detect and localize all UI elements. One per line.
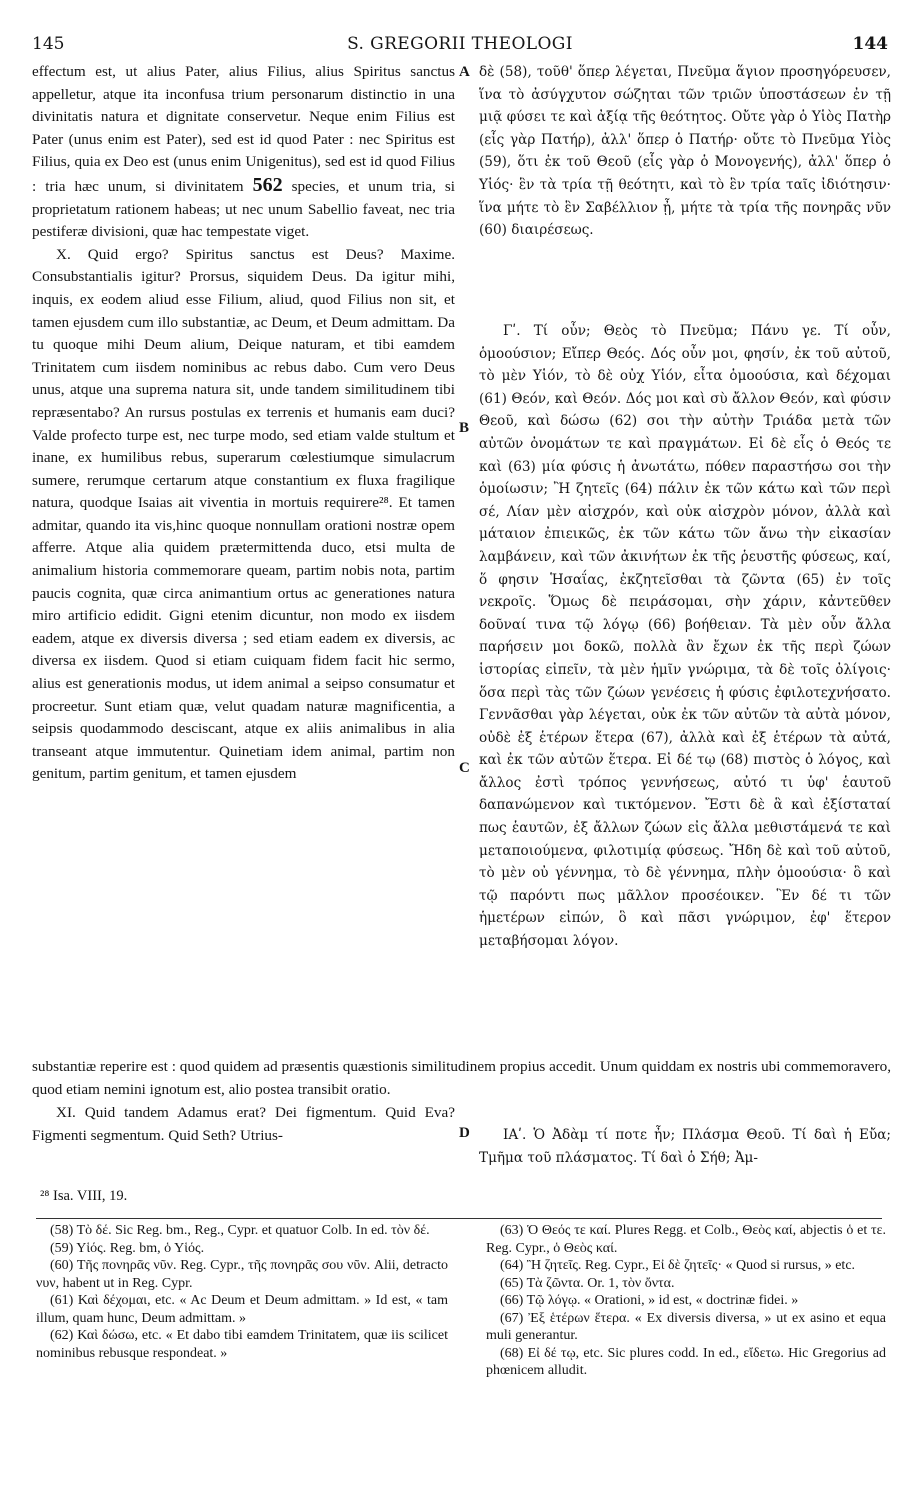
running-title: S. GREGORII THEOLOGI [347, 34, 573, 54]
latin-column [32, 61, 455, 786]
right-page-number: 144 [852, 34, 888, 54]
greek-column-middle [479, 320, 891, 953]
migne-column-number: 562 [252, 173, 283, 196]
latin-paragraph-2: X. Quid ergo? Spiritus sanctus est Deus? Maxime. Consubstantialis igitur? Prorsus, siquidem Deus. Da igitur mihi, inquis, ex eodem aliud esse Filium, aliud, quod Filius non sit, et tamen ejusdem cum illo substantiæ, ac Deum, et Deum admittam. Da tu quoque mihi Deum alium, Deique naturam, et tibi eamdem Trinitatem cum iisdem nominibus ac rebus dabo. Cum vero Deus unus, atque una suprema natura sit, unde tandem similitudinem tibi repræsentabo? An rursus postulas ex terrenis et humanis eam duci? Valde profecto turpe est, nec turpe modo, sed etiam valde stultum et inane, ex humilibus rebus, superarum cœlestiumque simulacrum sumere, rerumque certarum atque constantium ex fluxa fragilique natura, quodque Isaias ait viventia in mortuis requirere²⁸. Et tamen admitar, quando ita vis,hinc quoque nonnullam orationi nostræ opem afferre. Atque alia quidem prætermittenda duco, etsi multa de animalium historia commemorare queam, partim nobis nota, partim paucis cognita, quæ circa animantium ortus ac generationes natura miro artificio edidit. Gigni etenim dicuntur, non modo ex iisdem eadem, atque ex diversis diversa ; sed etiam eadem ex diversis, ac diversa ex iisdem. Quod si etiam cuiquam fidem facit hic sermo, alius est generationis modus, ut idem animal a seipso consumatur et procreetur. Sunt etiam quæ, velut quadam naturæ magnificentia, a seipsis quodammodo desciscant, atque ex aliis animalibus in alia transeant atque immutentur. Quinetiam idem animal, partim non genitum, partim genitum, et tamen ejusdem [32, 245, 455, 783]
footnote: (62) Καὶ δώσω, etc. « Et dabo tibi eamdem Trinitatem, quæ iis scilicet nominibus rebusque respondeat. » [36, 1328, 448, 1361]
footnote: (68) Εἰ δέ τῳ, etc. Sic plures codd. In ed., εἴδετω. Hic Gregorius ad phœnicem alludit. [486, 1345, 886, 1378]
running-header [32, 34, 888, 58]
footnote: (66) Τῷ λόγῳ. « Orationi, » id est, « doctrinæ fidei. » [500, 1293, 799, 1308]
footnotes-right [486, 1222, 886, 1380]
greek-column-top [479, 61, 891, 242]
latin-paragraph-1 [32, 61, 455, 244]
footnote: (58) Τὸ δέ. Sic Reg. bm., Reg., Cypr. et quatuor Colb. In ed. τὸν δέ. [50, 1223, 430, 1238]
footnote: (63) Ὁ Θεός τε καί. Plures Regg. et Colb., Θεὸς καί, abjectis ὁ et τε. Reg. Cypr., ὁ Θεὸς καί. [486, 1223, 886, 1256]
latin-p1-after: species, et unum tria, si proprietatum rationem habeas; ut nec unum Sabellio faveat, nec tria pestiferæ divisioni, quæ hac tempestate viget. [32, 177, 455, 241]
left-page-number: 145 [32, 34, 65, 54]
latin-spanning-paragraph [32, 1056, 891, 1101]
footnotes-left [36, 1222, 448, 1362]
latin-p1-before: effectum est, ut alius Pater, alius Filius, alius Spiritus sanctus appelletur, atque ita inconfusa trium personarum distinctio in una divinitatis natura et dignitate conservetur. Neque enim Filius est Pater (unus enim est Pater), sed est id quod Pater : nec Spiritus est Filius, quia ex Deo est (unus enim Unigenitus), sed est id quod Filius : tria hæc unum, si divinitatem [32, 63, 455, 195]
footnote: (67) Ἐξ ἑτέρων ἕτερα. « Ex diversis diversa, » ut ex asino et equa muli generantur. [486, 1310, 886, 1343]
margin-letter-b: B [459, 420, 470, 436]
footnote-divider [36, 1218, 882, 1219]
footnote: (61) Καὶ δέχομαι, etc. « Ac Deum et Deum admittam. » Id est, « tam illum, quam hunc, Deum admittam. » [36, 1293, 448, 1326]
footnote: (64) Ἢ ζητεῖς. Reg. Cypr., Εἰ δὲ ζητεῖς· « Quod si rursus, » etc. [500, 1258, 856, 1273]
margin-letter-c: C [459, 760, 470, 776]
margin-letter-d: D [459, 1125, 470, 1141]
footnote: (60) Τῆς πονηρᾶς νῦν. Reg. Cypr., τῆς πονηρᾶς σου νῦν. Alii, detracto νυν, habent ut in Reg. Cypr. [36, 1258, 448, 1291]
greek-column-bottom [479, 1124, 891, 1169]
greek-paragraph-1: δὲ (58), τοῦθ' ὅπερ λέγεται, Πνεῦμα ἅγιον προσηγόρευσεν, ἵνα τὸ ἀσύγχυτον σώζηται τῶν τριῶν ὑποστάσεων ἐν τῇ μιᾷ φύσει τε καὶ ἀξίᾳ τῆς θεότητος. Οὔτε γὰρ ὁ Υἱὸς Πατὴρ (εἷς γὰρ Πατήρ), ἀλλ' ὅπερ ὁ Πατήρ· οὔτε τὸ Πνεῦμα Υἱὸς (59), ὅτι ἐκ τοῦ Θεοῦ (εἷς γὰρ ὁ Μονογενής), ἀλλ' ὅπερ ὁ Υἱός· ἓν τὰ τρία τῇ θεότητι, καὶ τὸ ἓν τρία ταῖς ἰδιότησιν· ἵνα μήτε τὸ ἓν Σαβέλλιον ᾖ, μήτε τὰ τρία τῆς πονηρᾶς νῦν (60) διαιρέσεως. [479, 64, 891, 239]
scripture-footnote: ²⁸ Isa. VIII, 19. [40, 1188, 128, 1204]
footnote: (65) Τὰ ζῶντα. Or. 1, τὸν ὄντα. [500, 1275, 675, 1291]
latin-paragraph-3: XI. Quid tandem Adamus erat? Dei figmentum. Quid Eva? Figmenti segmentum. Quid Seth? Utrius- [32, 1104, 455, 1144]
latin-spanning-text: substantiæ reperire est : quod quidem ad præsentis quæstionis similitudinem propius accedit. Unum quiddam ex nostris ubi commemoravero, quod etiam nemini ignotum est, alio postea transibit oratio. [32, 1058, 891, 1098]
greek-paragraph-2: Γʹ. Τί οὖν; Θεὸς τὸ Πνεῦμα; Πάνυ γε. Τί οὖν, ὁμοούσιον; Εἴπερ Θεός. Δός οὖν μοι, φησίν, ἐκ τοῦ αὐτοῦ, τὸ μὲν Υἱόν, τὸ δὲ οὐχ Υἱόν, εἶτα ὁμοούσια, καὶ δέχομαι (61) Θεόν, καὶ Θεόν. Δός μοι καὶ σὺ ἄλλον Θεόν, καὶ φύσιν Θεοῦ, καὶ δώσω (62) σοι τὴν αὐτὴν Τριάδα μετὰ τῶν αὐτῶν ὀνομάτων τε καὶ πραγμάτων. Εἰ δὲ εἷς ὁ Θεός τε καὶ (63) μία φύσις ἡ ἀνωτάτω, πόθεν παραστήσω σοι τὴν ὁμοίωσιν; Ἢ ζητεῖς (64) πάλιν ἐκ τῶν κάτω καὶ τῶν περὶ σέ, Λίαν μὲν αἰσχρόν, καὶ οὐκ αἰσχρὸν μόνον, ἀλλὰ καὶ μάταιον ἐπιεικῶς, ἐκ τῶν κάτω τῶν ἄνω τὴν εἰκασίαν λαμβάνειν, καὶ τῶν ἀκινήτων ἐκ τῆς ῥευστῆς φύσεως, καί, ὅ φησιν Ἡσαΐας, ἐκζητεῖσθαι τὰ ζῶντα (65) ἐν τοῖς νεκροῖς. Ὅμως δὲ πειράσομαι, σὴν χάριν, κἀντεῦθεν δοῦναί τινα τῷ λόγῳ (66) βοήθειαν. Τὰ μὲν οὖν ἄλλα παρήσειν μοι δοκῶ, πολλὰ ἂν ἔχων ἐκ τῆς περὶ ζώων ἱστορίας εἰπεῖν, τὰ μὲν ἡμῖν γνώριμα, τὰ δὲ τοῖς ὀλίγοις· ὅσα περὶ τὰς τῶν ζώων γενέσεις ἡ φύσις ἐφιλοτεχνήσατο. Γεννᾶσθαι γὰρ λέγεται, οὐκ ἐκ τῶν αὐτῶν τὰ αὐτὰ μόνον, οὐδὲ ἐξ ἑτέρων ἕτερα (67), ἀλλὰ καὶ ἐξ ἑτέρων τὰ αὐτά, καὶ ἐκ τῶν αὐτῶν ἕτερα. Εἰ δέ τῳ (68) πιστὸς ὁ λόγος, καὶ ἄλλος ἐστὶ τρόπος γεννήσεως, αὐτό τι ὑφ' ἑαυτοῦ δαπανώμενον καὶ τικτόμενον. Ἔστι δὲ ἃ καὶ ἐξίσταταί πως ἑαυτῶν, ἐξ ἄλλων ζώων εἰς ἄλλα μεθιστάμενά τε καὶ μεταποιούμενα, φιλοτιμίᾳ φύσεως. Ἤδη δὲ καὶ τοῦ αὐτοῦ, τὸ μὲν οὐ γέννημα, τὸ δὲ γέννημα, πλὴν ὁμοούσια· ὃ καὶ τῷ παρόντι πως μᾶλλον προσέοικεν. Ἓν δέ τι τῶν ἡμετέρων εἰπών, ὃ καὶ πᾶσι γνώριμον, ἐφ' ἕτερον μεταβήσομαι λόγον. [479, 323, 891, 950]
footnote: (59) Υἱός. Reg. bm, ὁ Υἱός. [50, 1240, 205, 1256]
latin-column-bottom [32, 1102, 455, 1147]
margin-letter-a: A [459, 64, 470, 80]
greek-paragraph-3: ΙΑʹ. Ὁ Ἀδὰμ τί ποτε ἦν; Πλάσμα Θεοῦ. Τί δαὶ ἡ Εὔα; Τμῆμα τοῦ πλάσματος. Τί δαὶ ὁ Σήθ; Ἀμ- [479, 1127, 891, 1166]
